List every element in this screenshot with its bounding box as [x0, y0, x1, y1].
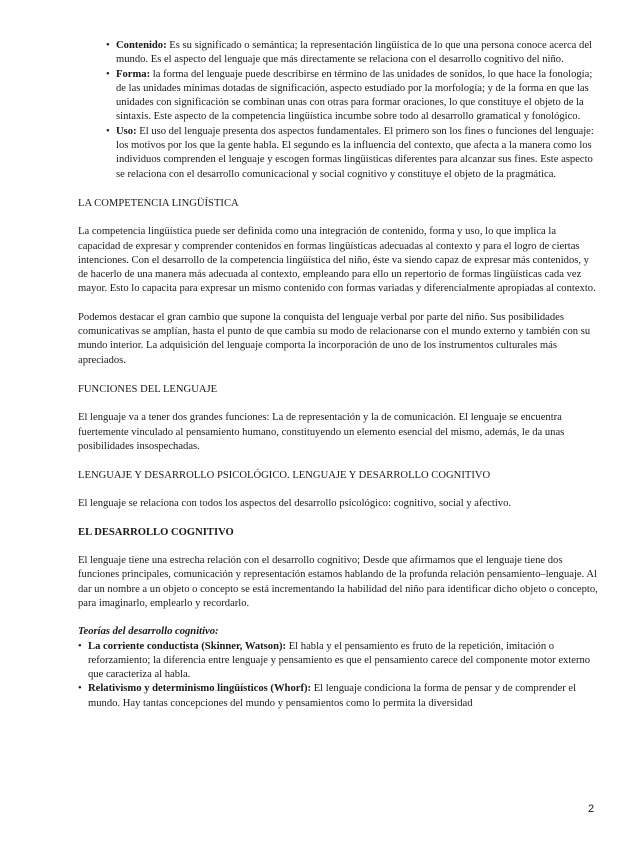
paragraph-funciones: El lenguaje va a tener dos grandes funciones: La de representación y la de comunicación. El lenguaje se encuentra fuertemente vinculado al pensamiento humano, constituyendo un elemento esencial del mismo, además, le da unas posibilidades insospechadas. [78, 412, 565, 452]
bullet-icon: • [106, 68, 110, 80]
definition-uso: El uso del lenguaje presenta dos aspectos fundamentales. El primero son los fines o funciones del lenguaje: los motivos por los que la gente habla. El segundo es la influencia del contexto, que afecta a la manera como los individuos comprenden el lenguaje y escogen formas lingüísticas diferentes para alcanzar sus fines. Este aspecto se relaciona con el desarrollo comunicacional y social cognitivo y constituye el objeto de la pragmática. [116, 125, 594, 180]
term-relativismo: Relativismo y determinismo lingüísticos (Whorf): [88, 683, 312, 695]
paragraph-desarrollo-cognitivo: El lenguaje tiene una estrecha relación con el desarrollo cognitivo; Desde que afirmamos que el lenguaje tiene dos funciones principales, comunicación y representación estamos hablando de la profunda relación pensamiento–lenguaje. Al dar un nombre a un objeto o concepto se está incrementando la habilidad del niño para identificar dicho objeto o concepto, para imaginarlo, emplearlo y recordarlo. [78, 555, 598, 609]
document-page [78, 39, 598, 711]
list-item-uso [78, 125, 598, 182]
section-heading-desarrollo-cognitivo: EL DESARROLLO COGNITIVO [78, 526, 234, 538]
language-components-list [78, 39, 598, 182]
list-item-contenido [78, 39, 598, 68]
subheading-teorias: Teorías del desarrollo cognitivo: [78, 626, 219, 638]
list-item-forma [78, 68, 598, 125]
section-heading-desarrollo-psicologico: LENGUAJE Y DESARROLLO PSICOLÓGICO. LENGUAJE Y DESARROLLO COGNITIVO [78, 470, 491, 482]
paragraph-competencia-1: La competencia lingüística puede ser definida como una integración de contenido, forma y uso, lo que implica la capacidad de expresar y comprender contenidos en formas lingüísticas adecuadas al contexto y para el logro de ciertas intenciones. Con el desarrollo de la competencia lingüística del niño, éste va siendo capaz de expresar más contenidos, y de hacerlo de una manera más adecuada al contexto, empleando para ello un repertorio de formas lingüísticas cada vez mayor. Esto lo capacita para expresar un mismo contenido con formas variadas y diferencialmente apropiadas al contexto. [78, 226, 596, 295]
theories-list [78, 640, 598, 711]
definition-forma: la forma del lenguaje puede describirse en término de las unidades de sonidos, lo que hace la fonología; de las unidades mínimas dotadas de significación, aspecto estudiado por la morfología; y de la forma en que las unidades con significación se combinan unas con otras para formar oraciones, lo que constituye el objeto de la sintaxis. Este aspecto de la competencia lingüística incumbe sobre todo al desarrollo gramatical y fonológico. [116, 68, 593, 123]
term-uso: Uso: [116, 125, 137, 137]
section-heading-competencia: LA COMPETENCIA LINGÜÍSTICA [78, 197, 239, 209]
bullet-icon: • [78, 640, 82, 652]
section-heading-funciones: FUNCIONES DEL LENGUAJE [78, 383, 218, 395]
bullet-icon: • [106, 125, 110, 137]
list-item-conductista [78, 640, 598, 683]
term-contenido: Contenido: [116, 40, 167, 51]
page-number: 2 [588, 803, 595, 815]
paragraph-desarrollo-psicologico: El lenguaje se relaciona con todos los aspectos del desarrollo psicológico: cognitivo, social y afectivo. [78, 498, 512, 510]
bullet-icon: • [78, 683, 82, 695]
term-conductista: La corriente conductista (Skinner, Watson): [88, 640, 287, 652]
paragraph-competencia-2: Podemos destacar el gran cambio que supone la conquista del lenguaje verbal por parte del niño. Sus posibilidades comunicativas se amplían, hasta el punto de que cambia su modo de relacionarse con el mundo externo y también con su mundo interior. La adquisición del lenguaje comporta la incorporación de uno de los instrumentos culturales más apreciados. [78, 311, 591, 366]
definition-relativismo: El lenguaje condiciona la forma de pensar y de comprender el mundo. Hay tantas concepciones del mundo y pensamientos como lo permita la diversidad [88, 683, 577, 709]
definition-contenido: Es su significado o semántica; la representación lingüística de lo que una persona conoce acerca del mundo. Es el aspecto del lenguaje que más directamente se relaciona con el desarrollo cognitivo del niño. [116, 40, 592, 66]
bullet-icon: • [106, 40, 110, 51]
term-forma: Forma: [116, 68, 151, 80]
list-item-relativismo [78, 682, 598, 711]
definition-conductista: El habla y el pensamiento es fruto de la repetición, imitación o reforzamiento; la diferencia entre lenguaje y pensamiento es que el pensamiento carece del componente motor externo que caracteriza al habla. [88, 640, 591, 681]
